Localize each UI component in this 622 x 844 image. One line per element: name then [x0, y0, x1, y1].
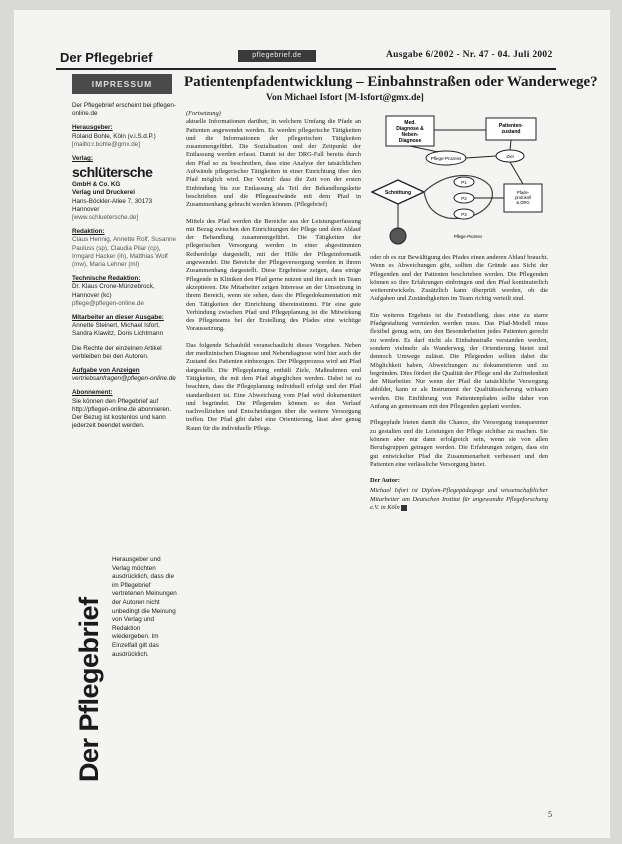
article-column-left [186, 110, 361, 441]
impressum-tab: IMPRESSUM [72, 74, 172, 94]
publisher-email-link[interactable]: [mailto:r.bohle@gmx.de] [72, 140, 140, 148]
diagram-label-pflege-inline: Pflege-Prozess [453, 234, 483, 239]
schluetersche-logo: schlütersche [72, 164, 153, 181]
publisher-text: Roland Bohle, Köln (v.i.S.d.P.) [72, 132, 156, 140]
tech-editor-email-link[interactable]: pflege@pflegen-online.de [72, 299, 144, 307]
diagram-label-p2: P2 [461, 196, 467, 201]
article-title: Patientenpfadentwicklung – Einbahnstraßen oder Wanderwege? [184, 74, 598, 90]
article-paragraph: aktuelle Informationen darüber, in welchem Umfang die Pfade an Patienten angewendet werden. Es werden pflegerische Tätigkeiten und die Informationen der pflegerischen Tätigkeiten zusammengeführt. Die Sozialisation und der Zeitpunkt der Entlassung werden erfasst. Damit ist der DRG-Fall bereits durch den Pfad so zu beschreiben, dass eine Analyse der tatsächlichen Aufwände pflegerischer Tätigkeiten in einer Einrichtung über den Pfad möglich wird. Der Vorteil: dass die Zeit von der ersten Einbindung bis zur Entlassung als Teil der Behandlungskette beschrieben und die Pflegeaufwände mit dem Pfad in Zusammenhang gebracht werden können. (Pflegebrief) [186, 118, 361, 209]
diagram-end-node [390, 228, 406, 244]
vertical-brand-text: Der Pflegebrief [74, 597, 104, 782]
ads-email-link[interactable]: vertriebsanfragen@pflegen-online.de [72, 375, 176, 383]
impressum-intro: Der Pflegebrief erscheint bei pflegen-online.de [72, 102, 176, 118]
disclaimer-text: Herausgeber und Verlag möchten ausdrücklich, dass die im Pflegebrief vertretenen Meinungen der Autoren nicht unbedingt die Meinung von Verlag und Redaktion wiedergeben. Im Einzelfall gilt das ausdrücklich. [112, 556, 177, 658]
brand-title: Der Pflegebrief [60, 50, 153, 65]
diagram-label-process: Pflege-Prozess [430, 156, 462, 161]
pathway-diagram [368, 110, 554, 248]
subscribe-text: Sie können den Pflegebrief auf http://pflegen-online.de abonnieren. Der Bezug ist kostenlos und kann jederzeit beendet werden. [72, 397, 172, 430]
diagram-label-patient: Patienten-zustand [498, 123, 524, 135]
diagram-label-goal: Ziel [506, 154, 514, 159]
company-sub: Verlag und Druckerei [72, 189, 135, 197]
issue-line: Ausgabe 6/2002 - Nr. 47 - 04. Juli 2002 [386, 50, 553, 60]
end-mark-icon [401, 505, 407, 511]
page-number: 5 [548, 810, 552, 819]
author-text [370, 487, 548, 512]
staff-heading: Mitarbeiter an dieser Ausgabe: [72, 314, 164, 322]
rights-text: Die Rechte der einzelnen Artikel verbleiben bei den Autoren. [72, 344, 162, 360]
diagram-label-result: Pfade-protokoll & DRG [515, 190, 531, 205]
diagram-label-medical: Med. Diagnose & Neben-Diagnose [396, 120, 424, 144]
staff-text: Annette Steinert, Michael Isfort, Sandra Klawitz, Doris Lichtmann [72, 322, 163, 338]
author-heading: Der Autor: [370, 477, 400, 485]
editors-heading: Redaktion: [72, 228, 105, 236]
subscribe-heading: Abonnement: [72, 389, 113, 397]
publisher-company-heading: Verlag: [72, 155, 93, 163]
editors-text: Claus Hennig, Annette Rolf, Susanne Pauluss (sp), Claudia Pilar (cp), Irmgard Hacker (ih), Matthias Wolf (mw), Maria Lehner (ml) [72, 236, 176, 269]
site-badge: pflegebrief.de [238, 50, 316, 62]
diagram-label-p3: P3 [461, 212, 467, 217]
company-web-link[interactable]: [www.schluetersche.de] [72, 214, 139, 222]
company-address: Hans-Böckler-Allee 7, 30173 Hannover [72, 197, 153, 213]
diagram-label-p1: P1 [461, 180, 467, 185]
article-paragraph: Ein weiteres Ergebnis ist die Feststellung, dass eine zu starre Pfadgestaltung vermieden werden muss. Das Pfad-Modell muss flexibel genug sein, um den Besonderheiten jedes Patienten gerecht zu werden. Es darf nicht als Einbahnstraße verstanden werden, sondern vielmehr als Wanderweg, der Orientierung bietet und dennoch Umwege zulässt. Die Pflegenden sollten dabei die Möglichkeit haben, Abweichungen zu dokumentieren und zu begründen. Dies fördert die Qualität der Pflege und die Zufriedenheit der Mitarbeiter. Nur wenn der Pfad die tatsächliche Versorgung abbildet, kann er als Instrument der Qualitätssicherung wirksam werden. Die Einführung von Patientenpfaden sollte daher von Anfang an gemeinsam mit den Pflegenden geplant werden. [370, 311, 548, 411]
author-text-body: Michael Isfort ist Diplom-Pflegepädagoge und wissenschaftlicher Mitarbeiter am Deutschen Institut für angewandte Pflegeforschung e.V. in Köln [370, 487, 548, 512]
diagram-label-schnittung: Schnittung [384, 190, 412, 196]
article-paragraph: Das folgende Schaubild veranschaulicht dieses Vorgehen. Neben der medizinischen Diagnose und Nebendiagnose wird hier auch der Zustand des Patienten einbezogen. Der Pflegeprozess wird am Pfad dargestellt. Die Pflegeplanung enthält Ziele, Maßnahmen und Tätigkeiten, die mit dem Pfad abgeglichen werden. Dabei ist zu beachten, dass die Pflegeplanung individuell erfolgt und der Pfad standardisiert ist. Eine Abweichung vom Pfad wird dokumentiert und begründet. Die Pflegenden können so den Verlauf nachvollziehen und Entscheidungen über die weitere Versorgung treffen. Der Pfad gibt dabei eine Orientierung, lässt aber genug Raum für die individuelle Pflege. [186, 341, 361, 432]
article-paragraph: oder ob es zur Bewältigung des Pfades einen anderen Ablauf braucht. Wenn es Abweichungen gibt, sollten die Gründe aus Sicht der Pflegenden und der Patienten beschrieben werden. Die Pflegenden können so ihre Erfahrungen einbringen und den Pfad kontinuierlich weiterentwickeln. Zusätzlich kann überprüft werden, ob die Aufgaben und Zuständigkeiten im Team richtig verteilt sind. [370, 254, 548, 303]
ads-heading: Aufgabe von Anzeigen [72, 367, 140, 375]
publisher-heading: Herausgeber: [72, 124, 113, 132]
tech-editor-text: Dr. Klaus Crone-Münzebrock, Hannover (kc) [72, 283, 155, 299]
vertical-brand-logo [72, 552, 108, 790]
article-paragraph: Mittels des Pfad werden die Bereiche aus der Leistungserfassung mit Bezug zwischen den Einrichtungen der Pflege und dem Ablauf der Behandlung zusammengeführt. Die Tätigkeiten der pflegerischen Versorgung werden in einer abgestimmten Reihenfolge dargestellt, mit der Hilfe der Pflegeinformatik angewendet. Die Bereiche der Pflegeversorgung werden in ihrem Zusammenhang dargestellt. Diese Ergebnisse zeigen, dass einige Pflegende in Kliniken den Pfad gerne nutzen und ihn auch im Team akzeptieren. Die Mitarbeiter zeigen Interesse an der Umsetzung in ihrem Bereich, wenn sie sehen, dass die Pflegedokumentation mit den Tätigkeiten der Einrichtung übereinstimmt. Für eine gute Verbindung zwischen Pfad und Pflegeplanung ist die Mitwirkung des Pflegeteams bei der Erstellung des Pfades eine wichtige Voraussetzung. [186, 217, 361, 333]
continued-label: (Fortsetzung) [186, 110, 221, 117]
tech-editor-heading: Technische Redaktion: [72, 275, 141, 283]
article-column-right [370, 254, 548, 512]
article-byline: Von Michael Isfort [M-Isfort@gmx.de] [266, 93, 424, 103]
impressum-sidebar [72, 102, 176, 437]
article-paragraph: Pflegepfade bieten damit die Chance, die Versorgung transparenter zu gestalten und die Leistungen der Pflege sichtbar zu machen. Sie können aber nur dann erfolgreich sein, wenn sie von allen Berufsgruppen getragen werden. Die Erfahrungen zeigen, dass ein gut entwickelter Pfad die Zusammenarbeit verbessert und den Patienten eine verlässliche Versorgung bietet. [370, 419, 548, 468]
company-name: GmbH & Co. KG [72, 181, 121, 189]
